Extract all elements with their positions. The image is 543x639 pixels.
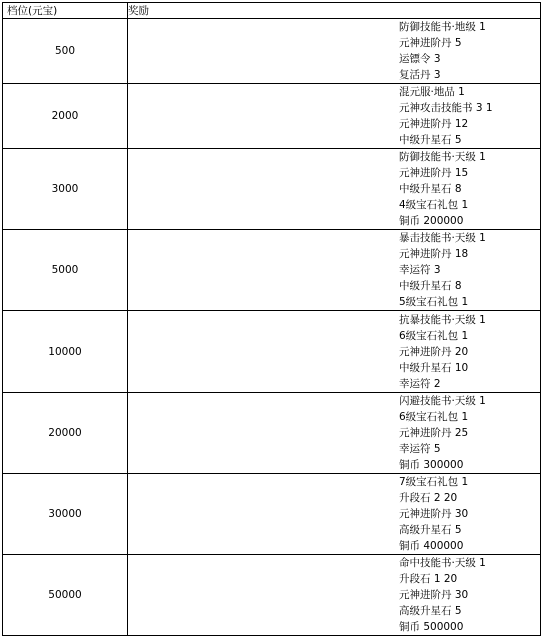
- reward-item: 中级升星石 5: [399, 134, 462, 147]
- table-row: [3, 554, 541, 635]
- reward-list-cell: [128, 392, 541, 473]
- reward-item: 6级宝石礼包 1: [399, 329, 469, 342]
- tier-value-cell: 50000: [3, 554, 128, 635]
- reward-list-cell: [128, 19, 541, 84]
- table-row: [3, 392, 541, 473]
- reward-item: 5级宝石礼包 1: [399, 296, 469, 309]
- reward-list: [399, 312, 540, 392]
- tier-value-cell: 10000: [3, 311, 128, 392]
- reward-item: 命中技能书·天级 1: [399, 556, 486, 569]
- reward-item: 复活丹 3: [399, 69, 441, 82]
- reward-list-cell: [128, 149, 541, 230]
- reward-list-cell: [128, 473, 541, 554]
- table-row: [3, 19, 541, 84]
- table-row: [3, 230, 541, 311]
- tier-value-cell: 3000: [3, 149, 128, 230]
- reward-item: 6级宝石礼包 1: [399, 410, 469, 423]
- reward-item: 铜币 300000: [399, 458, 464, 471]
- reward-item: 运镖令 3: [399, 53, 441, 66]
- reward-item: 抗暴技能书·天级 1: [399, 313, 486, 326]
- reward-item: 元神进阶丹 5: [399, 37, 462, 50]
- reward-item: 元神进阶丹 20: [399, 345, 469, 358]
- reward-item: 幸运符 3: [399, 264, 441, 277]
- table-row: [3, 473, 541, 554]
- reward-item: 幸运符 2: [399, 377, 441, 390]
- tier-value-cell: 20000: [3, 392, 128, 473]
- reward-item: 元神攻击技能书 3 1: [399, 102, 493, 115]
- reward-list: [399, 555, 540, 635]
- reward-list-cell: [128, 230, 541, 311]
- table-header-row: [3, 3, 541, 19]
- reward-item: 中级升星石 8: [399, 183, 462, 196]
- reward-item: 元神进阶丹 30: [399, 588, 469, 601]
- reward-item: 元神进阶丹 12: [399, 118, 469, 131]
- reward-list-cell: [128, 84, 541, 149]
- reward-item: 元神进阶丹 25: [399, 426, 469, 439]
- reward-list: [399, 230, 540, 310]
- reward-list: [399, 474, 540, 554]
- reward-item: 元神进阶丹 15: [399, 167, 469, 180]
- tier-value-cell: 30000: [3, 473, 128, 554]
- reward-item: 中级升星石 10: [399, 361, 469, 374]
- reward-item: 高级升星石 5: [399, 604, 462, 617]
- tier-value-cell: 5000: [3, 230, 128, 311]
- reward-item: 铜币 500000: [399, 620, 464, 633]
- reward-item: 中级升星石 8: [399, 280, 462, 293]
- reward-item: 升段石 1 20: [399, 572, 458, 585]
- table-row: [3, 149, 541, 230]
- reward-item: 混元服·地品 1: [399, 86, 465, 99]
- reward-item: 铜币 400000: [399, 539, 464, 552]
- reward-list: [399, 149, 540, 229]
- tier-column-header: 档位(元宝): [3, 3, 128, 19]
- reward-column-header: 奖励: [128, 3, 541, 19]
- reward-tier-table: [2, 2, 541, 636]
- reward-item: 元神进阶丹 18: [399, 248, 469, 261]
- reward-item: 防御技能书·地级 1: [399, 21, 486, 34]
- tier-value-cell: 2000: [3, 84, 128, 149]
- reward-item: 铜币 200000: [399, 215, 464, 228]
- reward-item: 7级宝石礼包 1: [399, 475, 469, 488]
- reward-item: 防御技能书·天级 1: [399, 151, 486, 164]
- reward-list: [399, 19, 540, 83]
- reward-item: 闪避技能书·天级 1: [399, 394, 486, 407]
- reward-item: 幸运符 5: [399, 442, 441, 455]
- table-body: [3, 19, 541, 636]
- reward-item: 元神进阶丹 30: [399, 507, 469, 520]
- tier-value-cell: 500: [3, 19, 128, 84]
- reward-list: [399, 393, 540, 473]
- reward-item: 高级升星石 5: [399, 523, 462, 536]
- reward-list: [399, 84, 540, 148]
- table-row: [3, 311, 541, 392]
- reward-list-cell: [128, 311, 541, 392]
- reward-list-cell: [128, 554, 541, 635]
- reward-item: 暴击技能书·天级 1: [399, 232, 486, 245]
- reward-item: 升段石 2 20: [399, 491, 458, 504]
- table-row: [3, 84, 541, 149]
- reward-item: 4级宝石礼包 1: [399, 199, 469, 212]
